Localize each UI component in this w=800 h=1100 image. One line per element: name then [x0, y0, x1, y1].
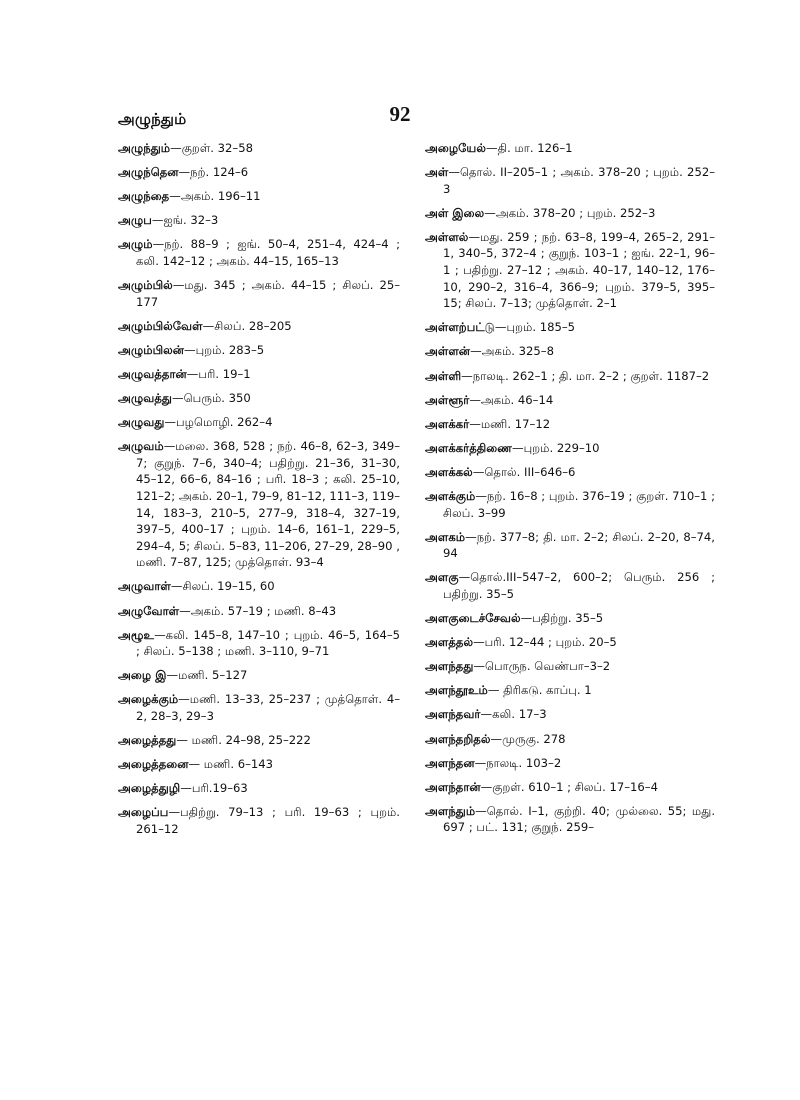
index-entry — [118, 390, 400, 407]
entry-headword: அழுந்தை — [118, 189, 170, 204]
index-entry — [425, 529, 715, 562]
entry-headword: அழையேல் — [425, 141, 486, 155]
index-entry — [118, 438, 400, 571]
index-entry — [118, 691, 400, 724]
entry-references: — மணி. 24–98, 25–222 — [176, 733, 311, 748]
index-entry — [425, 803, 715, 836]
entry-headword: அளந்தூஉம் — [425, 683, 488, 698]
entry-headword: அழைத்தது — [118, 733, 177, 748]
entry-references: —குறள். 610–1 ; சிலப். 17–16–4 — [480, 779, 658, 794]
entry-headword: அள்ளற்பட்டு — [425, 320, 495, 335]
running-head: அழுந்தும் — [118, 110, 187, 128]
entry-headword: அழும் — [118, 237, 153, 252]
entry-headword: அள் — [425, 165, 449, 180]
index-entry — [118, 212, 400, 229]
index-entry — [425, 658, 715, 675]
entry-references: —கலி. 145–8, 147–10 ; புறம். 46–5, 164–5 ; சிலப். 5–138 ; மணி. 3–110, 9–71 — [136, 627, 400, 659]
entry-headword: அள்ளூர் — [425, 392, 470, 407]
entry-references: —தொல். II–205–1 ; அகம். 378–20 ; புறம். 252–3 — [443, 165, 715, 196]
index-entry — [118, 342, 400, 359]
entry-references: —மது. 345 ; அகம். 44–15 ; சிலப். 25–177 — [136, 278, 400, 309]
entry-references: —நாலடி. 262–1 ; தி. மா. 2–2 ; குறள். 1187–2 — [461, 368, 710, 383]
index-entry — [425, 319, 715, 336]
entry-headword: அளகம் — [425, 529, 466, 544]
entry-references: —பரி.19–63 — [180, 781, 248, 796]
entry-headword: அழை இ — [118, 668, 167, 683]
entry-references: —பதிற்று. 35–5 — [520, 611, 604, 626]
entry-references: —பழமொழி. 262–4 — [164, 415, 273, 430]
index-entry — [425, 343, 715, 360]
page-header — [0, 98, 800, 138]
entry-references: —தொல். III–646–6 — [472, 464, 576, 479]
entry-references: —புறம். 283–5 — [184, 342, 265, 357]
right-column — [425, 140, 715, 844]
entry-references: —நற். 124–6 — [178, 165, 249, 180]
entry-headword: அழைத்தனை — [118, 757, 189, 772]
entry-references: —அகம். 57–19 ; மணி. 8–43 — [179, 603, 337, 618]
index-entry — [118, 164, 400, 181]
entry-headword: அழுவத்து — [118, 391, 172, 406]
entry-headword: அழுவோள் — [118, 603, 180, 618]
entry-headword: அழைத்துழி — [118, 781, 181, 796]
entry-headword: அழுந்தும் — [118, 141, 171, 155]
entry-references: —தி. மா. 126–1 — [485, 141, 573, 155]
index-entry — [425, 569, 715, 602]
entry-references: —நற். 16–8 ; புறம். 376–19 ; குறள். 710–1 ; சிலப். 3–99 — [443, 489, 715, 520]
entry-headword: அழும்பிலன் — [118, 342, 185, 357]
index-entry — [118, 667, 400, 684]
entry-headword: அழுவம் — [118, 439, 164, 454]
entry-references: —மணி. 5–127 — [166, 668, 248, 683]
entry-headword: அளகு — [425, 570, 459, 585]
entry-references: —மணி. 13–33, 25–237 ; முத்தொள். 4–2, 28–3, 29–3 — [136, 692, 400, 724]
entry-references: —பொருந. வெண்பா–3–2 — [473, 659, 611, 674]
index-entry — [118, 578, 400, 595]
entry-references: —தொல்.III–547–2, 600–2; பெரும். 256 ; பதிற்று. 35–5 — [443, 570, 715, 601]
entry-references: —சிலப். 19–15, 60 — [170, 579, 275, 594]
entry-headword: அள்ளன் — [425, 344, 471, 359]
index-entry — [425, 368, 715, 385]
index-entry — [425, 731, 715, 748]
entry-references: —ஐங். 32–3 — [151, 213, 219, 228]
index-entry — [425, 392, 715, 409]
entry-references: —முருகு. 278 — [490, 731, 566, 746]
entry-headword: அழுவாள் — [118, 579, 171, 594]
entry-headword: அழுந்தென — [118, 165, 179, 180]
entry-references: —கலி. 17–3 — [480, 707, 547, 722]
index-entry — [118, 756, 400, 773]
entry-references: —பரி. 19–1 — [186, 366, 251, 381]
index-entry — [425, 464, 715, 481]
entry-headword: அள்ளல் — [425, 229, 469, 244]
index-entry — [425, 416, 715, 433]
index-entry — [118, 804, 400, 837]
entry-references: —பெரும். 350 — [171, 391, 251, 406]
index-entry — [425, 229, 715, 312]
entry-headword: அளக்கர்த்திணை — [425, 440, 513, 455]
entry-references: —அகம். 378–20 ; புறம். 252–3 — [484, 205, 656, 220]
entry-headword: அளகுடைச்சேவல் — [425, 611, 521, 626]
entry-references: —மணி. 17–12 — [469, 416, 551, 431]
entry-references: —மது. 259 ; நற். 63–8, 199–4, 265–2, 291–1, 340–5, 372–4 ; குறுந். 103–1 ; ஐங். 22–1, 96–1 ; பதிற்று. 27–12 ; அகம். 40–17, 140–12, 176–10, 290–2, 316–4, 366–9; புறம். 379–5, 395–15; சிலப். 7–13; முத்தொள். 2–1 — [443, 229, 715, 311]
entry-references: —புறம். 229–10 — [512, 440, 600, 455]
entry-headword: அளந்தது — [425, 659, 474, 674]
index-entry — [425, 440, 715, 457]
page-number: 92 — [389, 102, 411, 126]
entry-references: —நற். 88–9 ; ஐங். 50–4, 251–4, 424–4 ; கலி. 142–12 ; அகம். 44–15, 165–13 — [136, 237, 400, 268]
entry-headword: அழுவத்தான் — [118, 366, 187, 381]
entry-headword: அழுவது — [118, 415, 165, 430]
index-entry — [425, 164, 715, 197]
entry-references: —மலை. 368, 528 ; நற். 46–8, 62–3, 349–7; குறுந். 7–6, 340–4; பதிற்று. 21–36, 31–30, 45–12, 66–6, 84–16 ; பரி. 18–3 ; கலி. 25–10, 121–2; அகம். 20–1, 79–9, 81–12, 111–3, 119–14, 183–3, 210–5, 277–9, 318–4, 327–19, 397–5, 400–17 ; புறம். 14–6, 161–1, 229–5, 294–4, 5; சிலப். 5–83, 11–206, 27–29, 28–90 , மணி. 7–87, 125; முத்தொள். 93–4 — [136, 439, 400, 570]
entry-headword: அள் இலை — [425, 205, 485, 220]
entry-references: —அகம். 46–14 — [469, 392, 554, 407]
index-entry — [425, 755, 715, 772]
index-entry — [425, 205, 715, 222]
index-entry — [425, 682, 715, 699]
index-entry — [118, 188, 400, 205]
entry-headword: அழுப — [118, 213, 152, 228]
entry-references: — திரிகடு. காப்பு. 1 — [487, 683, 592, 698]
index-entry — [118, 732, 400, 749]
entry-headword: அளக்கர் — [425, 416, 470, 431]
entry-references: —அகம். 196–11 — [169, 189, 261, 204]
index-entry — [425, 634, 715, 651]
entry-headword: அளத்தல் — [425, 635, 474, 650]
entry-headword: அள்ளி — [425, 368, 462, 383]
index-entry — [118, 366, 400, 383]
index-entry — [425, 779, 715, 796]
entry-references: —புறம். 185–5 — [494, 320, 576, 335]
entry-references: —பதிற்று. 79–13 ; பரி. 19–63 ; புறம். 261–12 — [136, 805, 400, 836]
entry-headword: அழும்பில்வேள் — [118, 318, 203, 333]
entry-headword: அழைக்கும் — [118, 692, 179, 707]
entry-headword: அழும்பில் — [118, 278, 173, 293]
entry-references: — மணி. 6–143 — [188, 757, 274, 772]
entry-references: —நாலடி. 103–2 — [474, 755, 562, 770]
index-entry — [118, 603, 400, 620]
entry-references: —நற். 377–8; தி. மா. 2–2; சிலப். 2–20, 8–74, 94 — [443, 529, 715, 561]
index-entry — [118, 318, 400, 335]
entry-references: —அகம். 325–8 — [470, 344, 554, 359]
entry-headword: அழூஉ — [118, 627, 155, 642]
entry-headword: அளந்தன — [425, 755, 475, 770]
entry-headword: அளந்தான் — [425, 779, 481, 794]
index-entry — [118, 414, 400, 431]
index-entry — [425, 140, 715, 157]
index-entry — [425, 610, 715, 627]
entry-headword: அளக்கும் — [425, 489, 476, 503]
entry-references: —குறள். 32–58 — [170, 141, 253, 155]
index-entry — [118, 277, 400, 310]
index-entry — [118, 236, 400, 269]
index-entry — [118, 140, 400, 157]
index-entry — [425, 706, 715, 723]
entry-headword: அளக்கல் — [425, 464, 473, 479]
entry-headword: அளந்தும் — [425, 803, 476, 818]
index-entry — [425, 488, 715, 521]
entry-headword: அளந்தறிதல் — [425, 731, 491, 746]
entry-references: —தொல். I–1, குற்றி. 40; முல்லை. 55; மது. 697 ; பட். 131; குறுந். 259– — [443, 803, 715, 835]
entry-references: —சிலப். 28–205 — [202, 318, 292, 333]
left-column — [118, 140, 400, 845]
entry-references: —பரி. 12–44 ; புறம். 20–5 — [473, 635, 617, 650]
index-entry — [118, 780, 400, 797]
index-entry — [118, 627, 400, 660]
entry-headword: அளந்தவர் — [425, 707, 481, 722]
entry-headword: அழைப்ப — [118, 805, 169, 820]
